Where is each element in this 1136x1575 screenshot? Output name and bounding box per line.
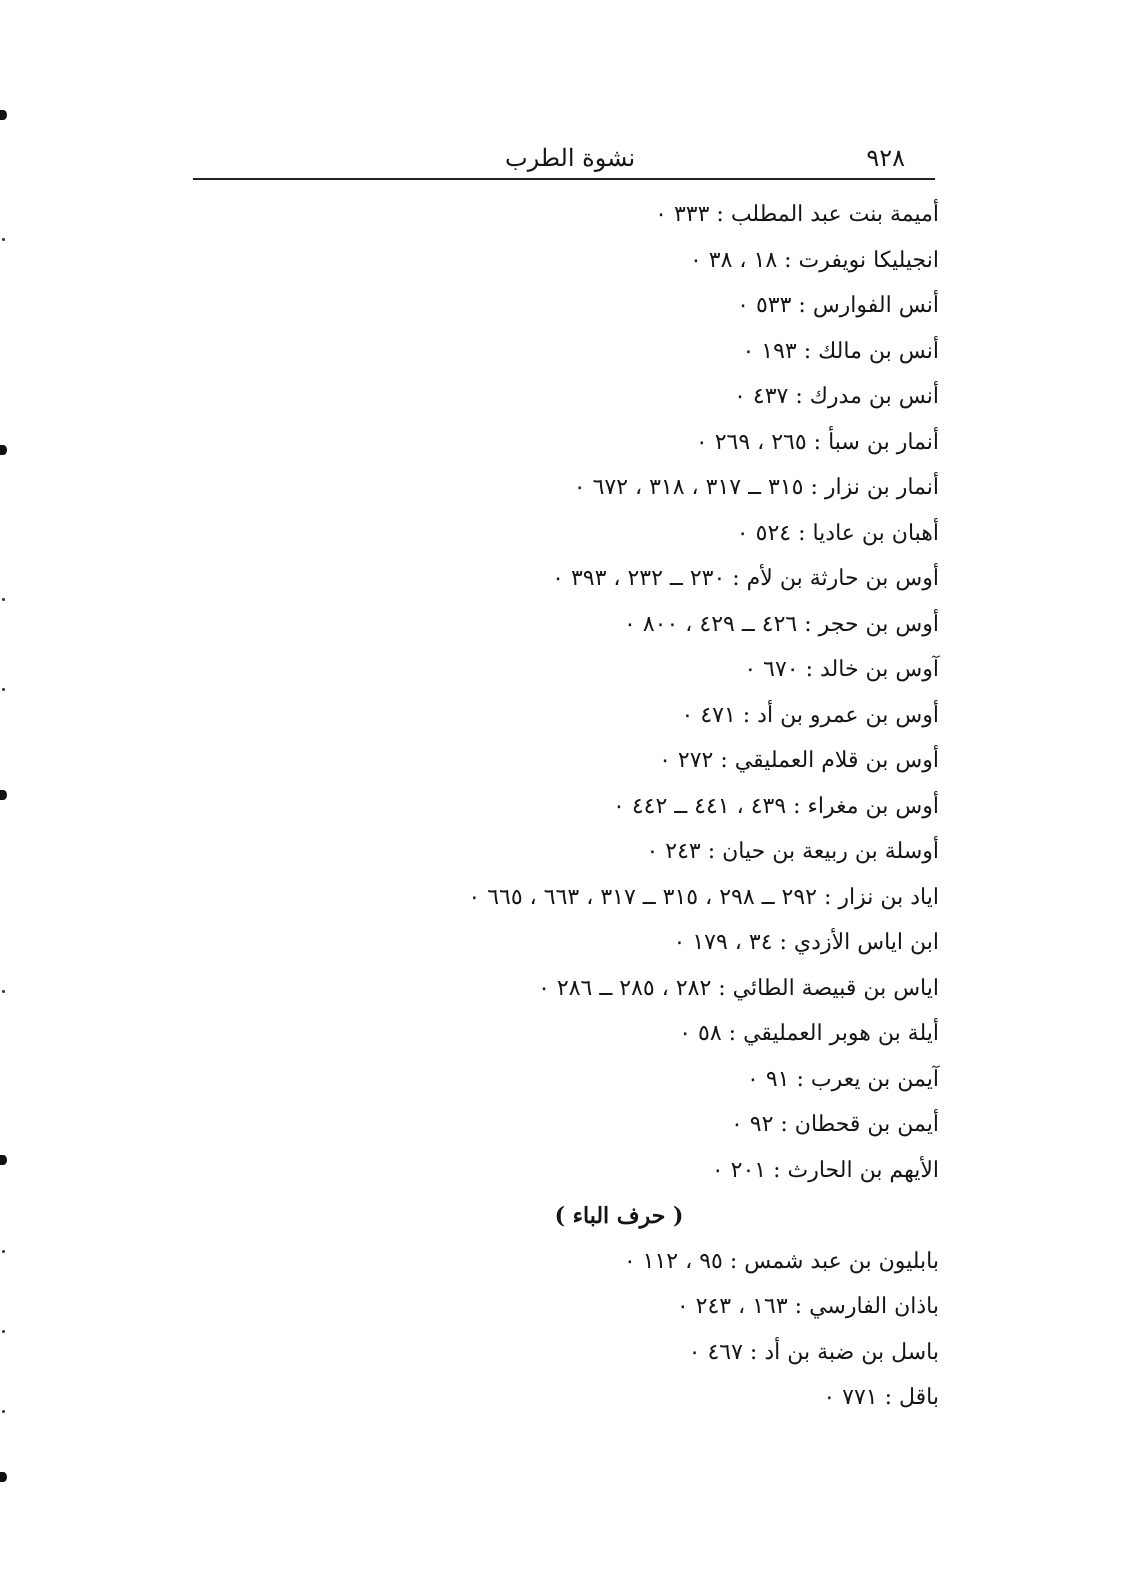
running-title: نشوة الطرب (505, 144, 636, 172)
scan-mark (0, 1155, 7, 1165)
index-entry: آيمن بن يعرب : ٩١ ٠ (746, 1066, 939, 1092)
index-entry: آوس بن خالد : ٦٧٠ ٠ (744, 657, 939, 682)
scan-mark (0, 790, 7, 800)
index-entry: أوسلة بن ربيعة بن حيان : ٢٤٣ ٠ (646, 839, 939, 864)
index-entry: أميمة بنت عبد المطلب : ٣٣٣ ٠ (655, 202, 939, 227)
index-entry: انجيليكا نويفرت : ١٨ ، ٣٨ ٠ (689, 247, 939, 273)
index-entry: بابليون بن عبد شمس : ٩٥ ، ١١٢ ٠ (623, 1248, 939, 1274)
index-list (179, 196, 939, 1425)
index-entry: أنس الفوارس : ٥٣٣ ٠ (737, 293, 939, 318)
index-entry: أوس بن قلام العمليقي : ٢٧٢ ٠ (659, 748, 939, 773)
scan-dot (2, 990, 5, 993)
scan-mark (0, 445, 7, 455)
scan-dot (2, 1410, 5, 1413)
index-entry: أنمار بن سبأ : ٢٦٥ ، ٢٦٩ ٠ (695, 429, 939, 455)
index-entry: أوس بن مغراء : ٤٣٩ ، ٤٤١ ــ ٤٤٢ ٠ (612, 793, 939, 819)
index-entry: باقل : ٧٧١ ٠ (823, 1385, 939, 1410)
page-header (193, 140, 935, 180)
index-entry: أنمار بن نزار : ٣١٥ ــ ٣١٧ ، ٣١٨ ، ٦٧٢ ٠ (573, 475, 939, 500)
index-entry: اياس بن قبيصة الطائي : ٢٨٢ ، ٢٨٥ ــ ٢٨٦ ٠ (538, 975, 939, 1001)
index-entry: ابن اياس الأزدي : ٣٤ ، ١٧٩ ٠ (673, 930, 939, 955)
page-number: ٩٢٨ (866, 144, 905, 172)
scan-dot (2, 688, 5, 691)
scan-dot (2, 1330, 5, 1333)
index-entry: أوس بن حارثة بن لأم : ٢٣٠ ــ ٢٣٢ ، ٣٩٣ ٠ (552, 566, 939, 591)
index-entry: باسل بن ضبة بن أد : ٤٦٧ ٠ (688, 1339, 939, 1365)
scan-dot (2, 598, 5, 601)
scan-dot (2, 238, 5, 241)
scan-dot (2, 1250, 5, 1253)
index-entry: أيلة بن هوبر العمليقي : ٥٨ ٠ (679, 1021, 939, 1046)
index-entry: الأيهم بن الحارث : ٢٠١ ٠ (711, 1157, 939, 1183)
index-entry: أوس بن عمرو بن أد : ٤٧١ ٠ (681, 702, 939, 728)
index-entry: أوس بن حجر : ٤٢٦ ــ ٤٢٩ ، ٨٠٠ ٠ (624, 611, 939, 637)
section-heading: ( حرف الباء ) (554, 1203, 684, 1229)
index-entry: اياد بن نزار : ٢٩٢ ــ ٢٩٨ ، ٣١٥ ــ ٣١٧ ، ٦٦٣ ، ٦٦٥ ٠ (468, 884, 939, 910)
index-entry: أيمن بن قحطان : ٩٢ ٠ (730, 1112, 939, 1137)
index-entry: أهبان بن عاديا : ٥٢٤ ٠ (736, 520, 939, 546)
scan-mark (0, 110, 7, 120)
scan-mark (0, 1472, 7, 1482)
index-entry: باذان الفارسي : ١٦٣ ، ٢٤٣ ٠ (676, 1294, 939, 1319)
index-entry: أنس بن مالك : ١٩٣ ٠ (742, 338, 939, 364)
index-entry: أنس بن مدرك : ٤٣٧ ٠ (734, 384, 939, 409)
